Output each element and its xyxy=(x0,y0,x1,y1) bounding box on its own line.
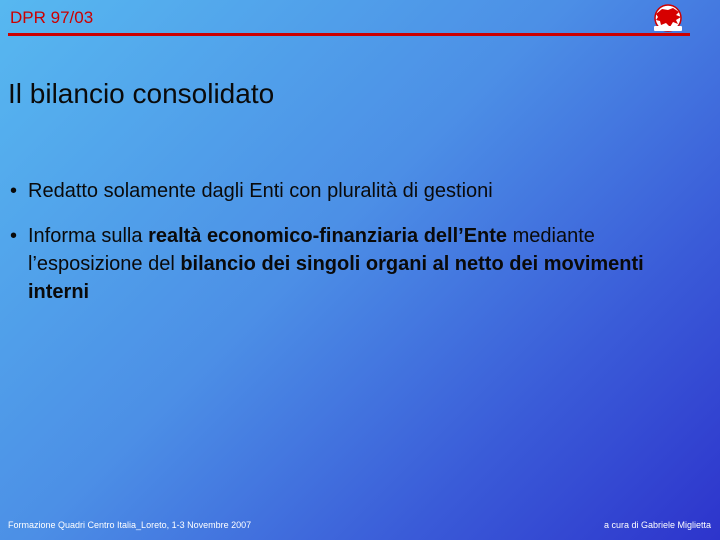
bullet-text: mediante l’esposizione del xyxy=(28,225,595,275)
bullet-dot-icon: • xyxy=(10,225,18,247)
italy-map-seal-icon xyxy=(646,2,690,34)
bullet-emphasis: realtà economico-finanziaria dell’Ente xyxy=(148,225,508,247)
bullet-item-1 xyxy=(10,177,710,205)
slide-title: Il bilancio consolidato xyxy=(8,78,275,109)
bullet-text: Redatto solamente dagli Enti con pluralità di gestioni xyxy=(28,180,493,202)
footer-author-label: a cura di Gabriele Miglietta xyxy=(603,520,711,530)
header-divider xyxy=(8,33,690,36)
bullet-dot-icon: • xyxy=(10,180,18,202)
bullet-emphasis: bilancio dei singoli organi al netto dei movimenti interni xyxy=(28,253,644,303)
footer-event-label: Formazione Quadri Centro Italia_Loreto, 1-3 Novembre 2007 xyxy=(8,520,252,530)
bullet-text: Informa sulla xyxy=(28,225,149,247)
header-title: DPR 97/03 xyxy=(10,8,94,27)
bullet-list xyxy=(10,177,710,323)
bullet-item-2 xyxy=(10,222,710,306)
